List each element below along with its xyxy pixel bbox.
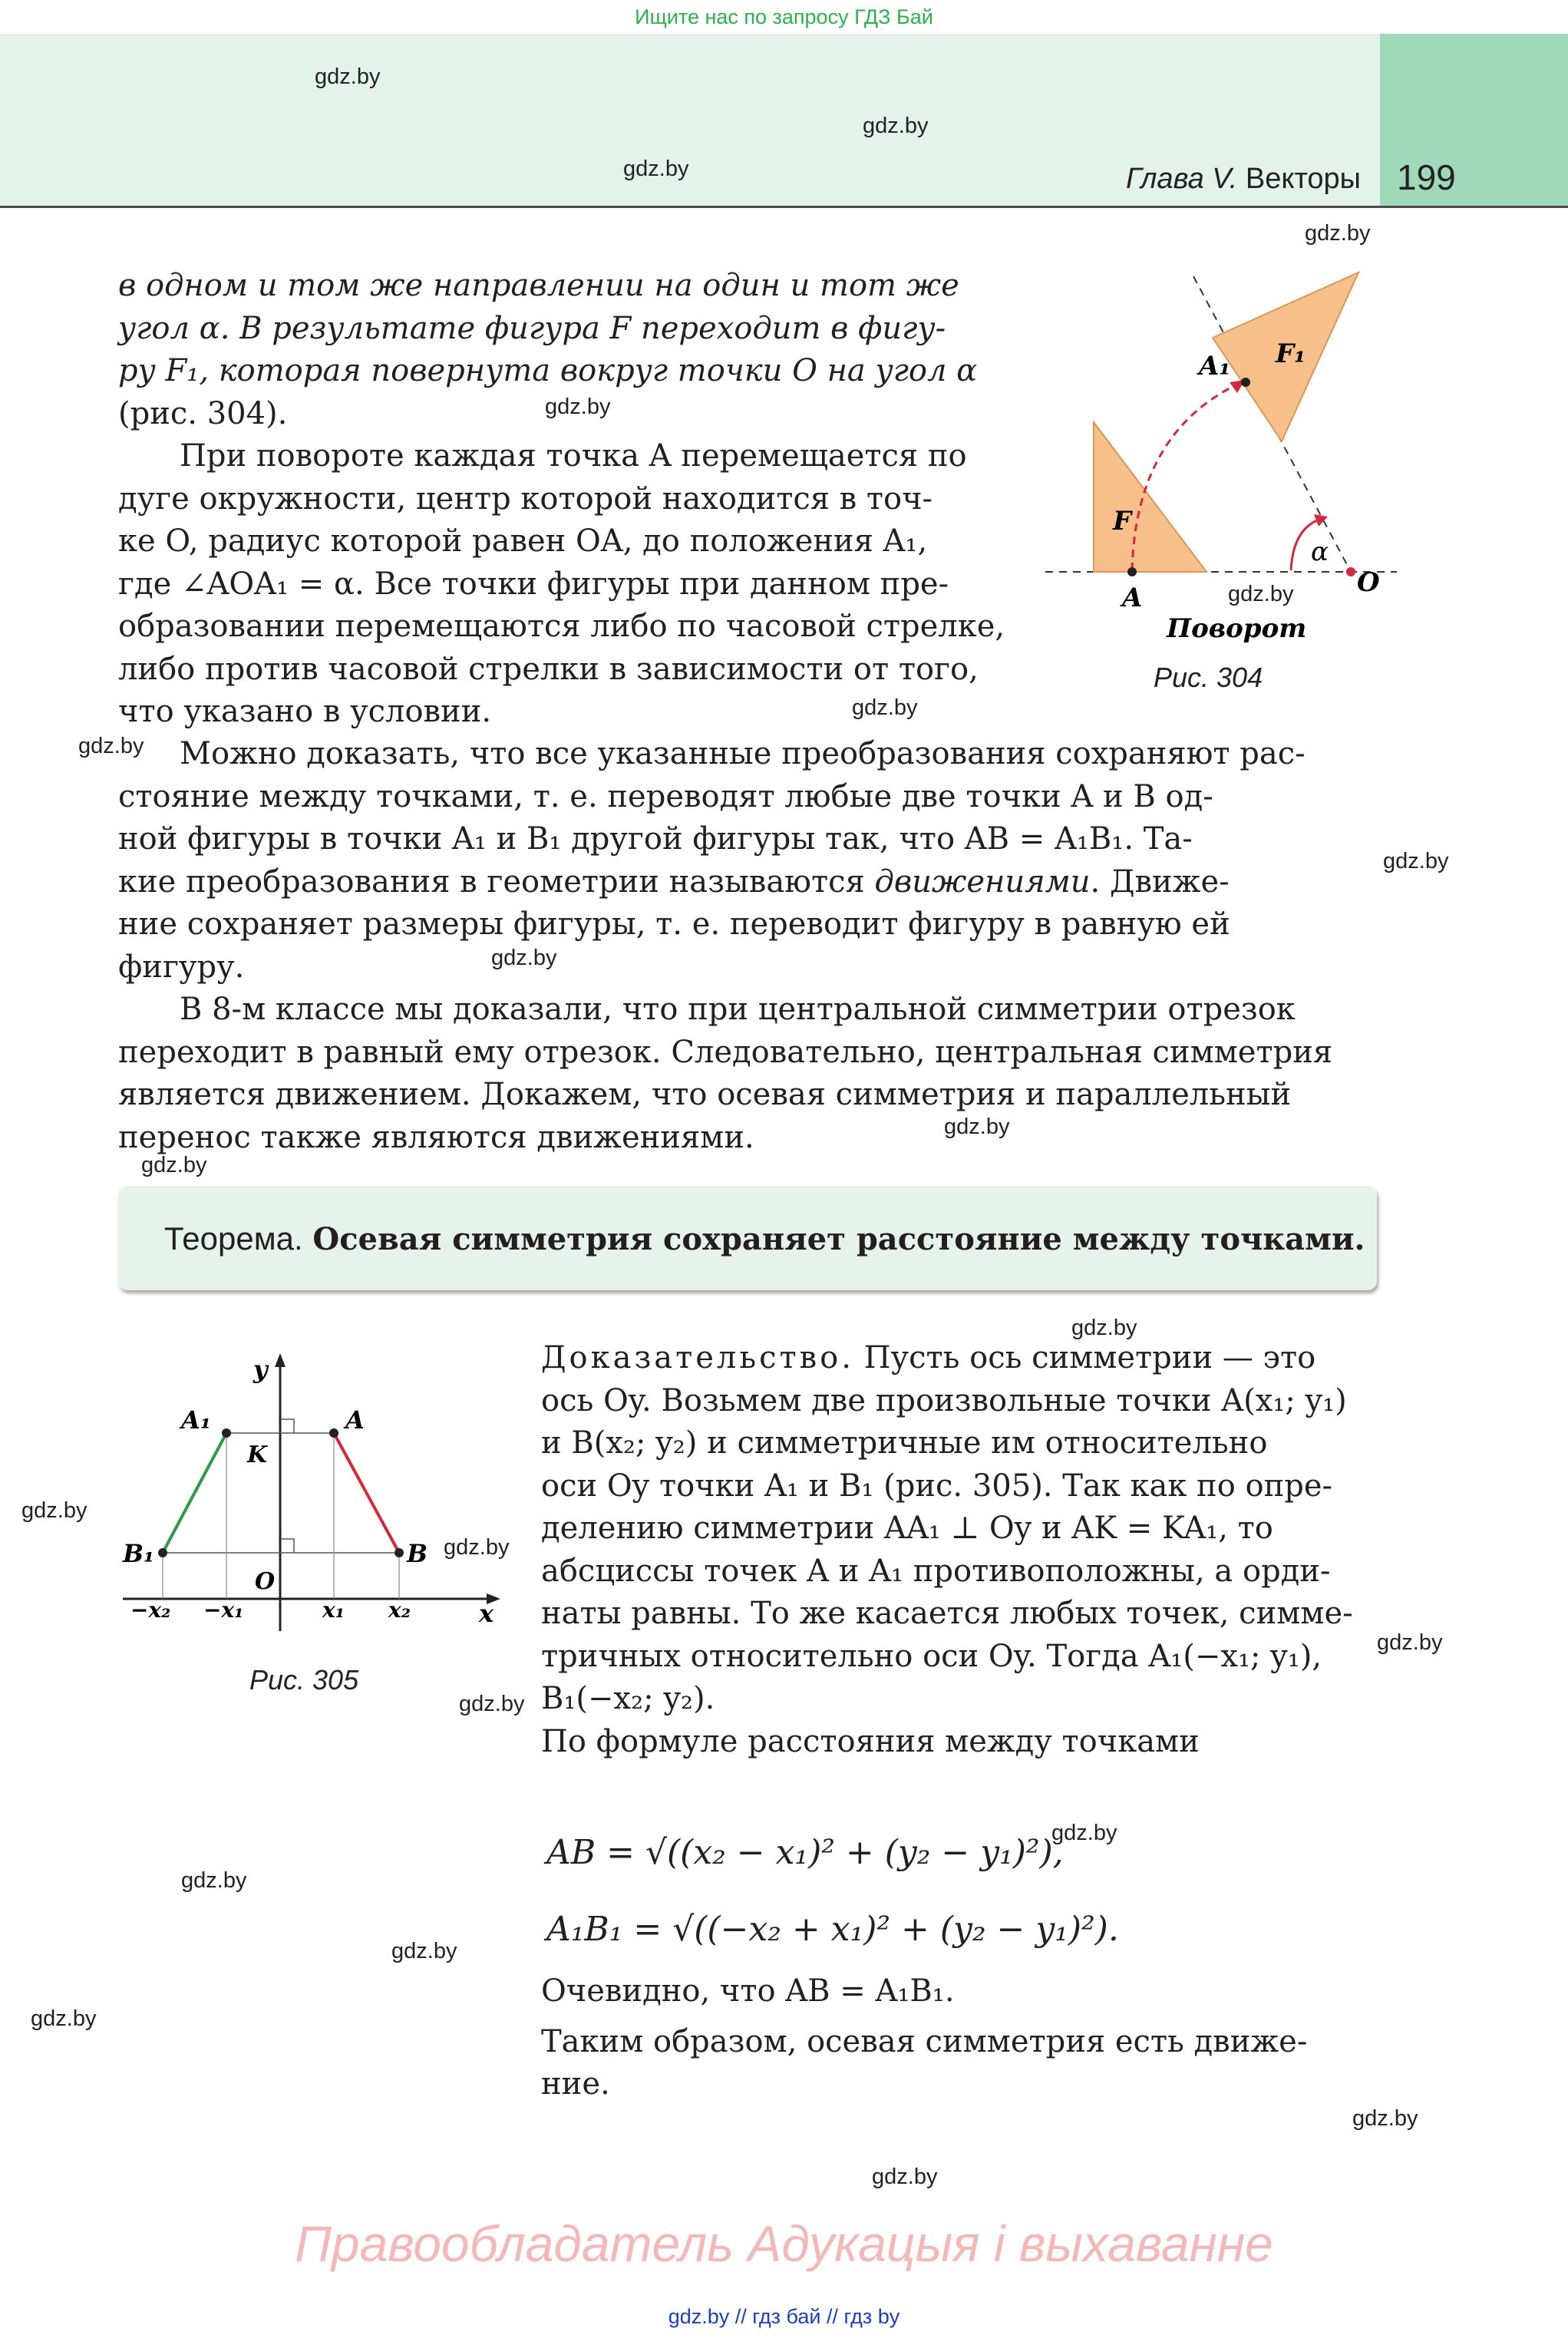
tick-x2: x₂ xyxy=(388,1597,411,1623)
label-alpha: α xyxy=(1311,537,1329,567)
figure-304-title: Поворот xyxy=(1167,613,1307,644)
tick-x1: x₁ xyxy=(322,1597,345,1623)
watermark: gdz.by xyxy=(459,1692,525,1716)
right-angle-mark xyxy=(280,1419,294,1433)
proof-line: оси Oy точки A₁ и B₁ (рис. 305). Так как по опре- xyxy=(541,1468,1333,1504)
formula-ab: AB = √((x₂ − x₁)² + (y₂ − y₁)²), xyxy=(546,1833,1064,1872)
point-b1 xyxy=(158,1548,167,1557)
text-line: является движением. Докажем, что осевая симметрия и параллельный xyxy=(118,1077,1292,1112)
watermark: gdz.by xyxy=(1352,2106,1418,2131)
figure-305-axial-symmetry xyxy=(115,1339,510,1643)
watermark: gdz.by xyxy=(1228,582,1294,606)
point-a xyxy=(329,1428,338,1438)
label-a: A xyxy=(345,1405,365,1435)
label-o: O xyxy=(1357,567,1380,598)
copyright-watermark: Правообладатель Адукацыя і выхаванне xyxy=(295,2215,1273,2272)
text-line: (рис. 304). xyxy=(118,395,288,431)
formula-a1b1: A₁B₁ = √((−x₂ + x₁)² + (y₂ − y₁)²). xyxy=(546,1910,1119,1949)
proof-line: Таким образом, осевая симметрия есть движе- xyxy=(541,2023,1308,2059)
text-fragment: . Движе- xyxy=(1090,864,1230,900)
proof-line: наты равны. То же касается любых точек, симме- xyxy=(541,1596,1353,1631)
label-a: A xyxy=(1122,583,1143,613)
theorem-statement xyxy=(164,1220,1365,1257)
label-x: x xyxy=(479,1599,494,1628)
top-banner[interactable]: Ищите нас по запросу ГДЗ Бай xyxy=(635,5,933,28)
tick-minus-x2: −x₂ xyxy=(130,1597,171,1623)
watermark: gdz.by xyxy=(863,114,929,138)
text-line: либо против часовой стрелки в зависимости от того, xyxy=(118,651,979,687)
segment-ab xyxy=(334,1433,399,1553)
proof-line xyxy=(541,1337,1378,1380)
point-o xyxy=(1346,567,1355,576)
text-line: В 8-м классе мы доказали, что при центральной симметрии отрезок xyxy=(180,992,1296,1027)
tick-minus-x1: −x₁ xyxy=(203,1597,244,1623)
label-k: K xyxy=(247,1441,268,1468)
term-motion: движениями xyxy=(874,864,1091,900)
watermark: gdz.by xyxy=(315,64,381,89)
label-a1: A₁ xyxy=(181,1405,211,1435)
watermark: gdz.by xyxy=(623,157,689,181)
label-b1: B₁ xyxy=(123,1539,155,1568)
header-divider xyxy=(0,206,1568,208)
watermark: gdz.by xyxy=(872,2165,938,2189)
watermark: gdz.by xyxy=(444,1535,510,1560)
text-line: При повороте каждая точка A перемещается по xyxy=(180,438,967,474)
text-line: ке O, радиус которой равен OA, до положения A₁, xyxy=(118,523,928,559)
label-f1: F₁ xyxy=(1276,338,1306,369)
proof-line: и B(x₂; y₂) и симметричные им относительно xyxy=(541,1425,1268,1461)
proof-line: делению симметрии AA₁ ⊥ Oy и AK = KA₁, то xyxy=(541,1511,1273,1546)
watermark: gdz.by xyxy=(1377,1630,1443,1655)
proof-column xyxy=(541,1337,1378,1763)
text-line xyxy=(118,861,1377,904)
label-y: y xyxy=(253,1355,268,1384)
point-a xyxy=(1127,567,1137,576)
text-line: ру F₁, которая повернута вокруг точки O на угол α xyxy=(118,353,978,388)
watermark: gdz.by xyxy=(944,1115,1010,1139)
footer-links[interactable]: gdz.by // гдз бай // гдз by xyxy=(668,2305,900,2328)
text-line: дуге окружности, центр которой находится в точ- xyxy=(118,480,933,517)
point-a1 xyxy=(222,1428,231,1438)
right-angle-mark xyxy=(280,1539,294,1553)
proof-heading: Доказательство. xyxy=(541,1340,854,1375)
label-b: B xyxy=(407,1539,428,1568)
watermark: gdz.by xyxy=(141,1153,207,1177)
proof-conclusion xyxy=(541,1970,1378,2106)
chapter-prefix: Глава V. xyxy=(1126,163,1238,195)
proof-line: Очевидно, что AB = A₁B₁. xyxy=(541,1973,955,2009)
watermark: gdz.by xyxy=(1071,1316,1137,1340)
text-line: стояние между точками, т. е. переводят любые две точки A и B од- xyxy=(118,778,1213,814)
proof-line: тричных относительно оси Oy. Тогда A₁(−x₁; y₁), xyxy=(541,1638,1322,1674)
proof-line: ось Oy. Возьмем две произвольные точки A(x₁; y₁) xyxy=(541,1382,1347,1418)
label-f: F xyxy=(1113,506,1132,537)
watermark: gdz.by xyxy=(78,734,144,758)
text-line: образовании перемещаются либо по часовой стрелке, xyxy=(118,609,1005,644)
figure-304-caption: Рис. 304 xyxy=(1154,662,1263,693)
theorem-label: Теорема. xyxy=(164,1220,303,1257)
text-line: угол α. В результате фигура F переходит в фигу- xyxy=(118,310,946,346)
watermark: gdz.by xyxy=(391,1939,457,1963)
label-a1: A₁ xyxy=(1199,351,1231,381)
page-number: 199 xyxy=(1397,157,1456,197)
watermark: gdz.by xyxy=(1305,221,1371,246)
chapter-name: Векторы xyxy=(1245,163,1361,195)
watermark: gdz.by xyxy=(545,395,611,419)
text-column-top xyxy=(118,265,1008,734)
text-line: перенос также являются движениями. xyxy=(118,1119,754,1155)
watermark: gdz.by xyxy=(491,946,557,970)
proof-line: По формуле расстояния между точками xyxy=(541,1723,1200,1759)
text-column-full xyxy=(118,733,1377,1159)
watermark: gdz.by xyxy=(852,695,918,720)
text-line: Можно доказать, что все указанные преобразования сохраняют рас- xyxy=(180,736,1306,771)
proof-line: B₁(−x₂; y₂). xyxy=(541,1681,715,1716)
segment-a1b1 xyxy=(163,1433,226,1553)
proof-line: абсциссы точек A и A₁ противоположны, а орди- xyxy=(541,1553,1331,1589)
proof-line: ние. xyxy=(541,2066,610,2102)
text-line: ной фигуры в точки A₁ и B₁ другой фигуры так, что AB = A₁B₁. Та- xyxy=(118,821,1193,857)
text-line: ние сохраняет размеры фигуры, т. е. переводит фигуру в равную ей xyxy=(118,906,1230,942)
label-o: O xyxy=(255,1568,276,1595)
watermark: gdz.by xyxy=(1051,1821,1117,1845)
text-fragment: Пусть ось симметрии — это xyxy=(863,1340,1316,1375)
point-b xyxy=(394,1548,404,1557)
y-axis-arrowhead xyxy=(275,1353,286,1367)
theorem-body: Осевая симметрия сохраняет расстояние между точками. xyxy=(312,1221,1365,1257)
text-line: где ∠AOA₁ = α. Все точки фигуры при данном пре- xyxy=(118,566,949,602)
figure-305-caption: Рис. 305 xyxy=(249,1664,359,1696)
text-line: фигуру. xyxy=(118,949,245,985)
text-line: переходит в равный ему отрезок. Следовательно, центральная симметрия xyxy=(118,1034,1333,1070)
figure-304-rotation xyxy=(1028,261,1405,660)
watermark: gdz.by xyxy=(181,1868,247,1893)
watermark: gdz.by xyxy=(21,1498,87,1523)
text-line: в одном и том же направлении на один и тот же xyxy=(118,268,959,303)
chapter-title xyxy=(1126,163,1361,196)
point-a1 xyxy=(1241,378,1250,387)
watermark: gdz.by xyxy=(31,2006,97,2031)
text-fragment: кие преобразования в геометрии называются xyxy=(118,864,875,900)
figure-f xyxy=(1094,422,1207,572)
watermark: gdz.by xyxy=(1383,849,1449,873)
text-line: что указано в условии. xyxy=(118,694,492,729)
